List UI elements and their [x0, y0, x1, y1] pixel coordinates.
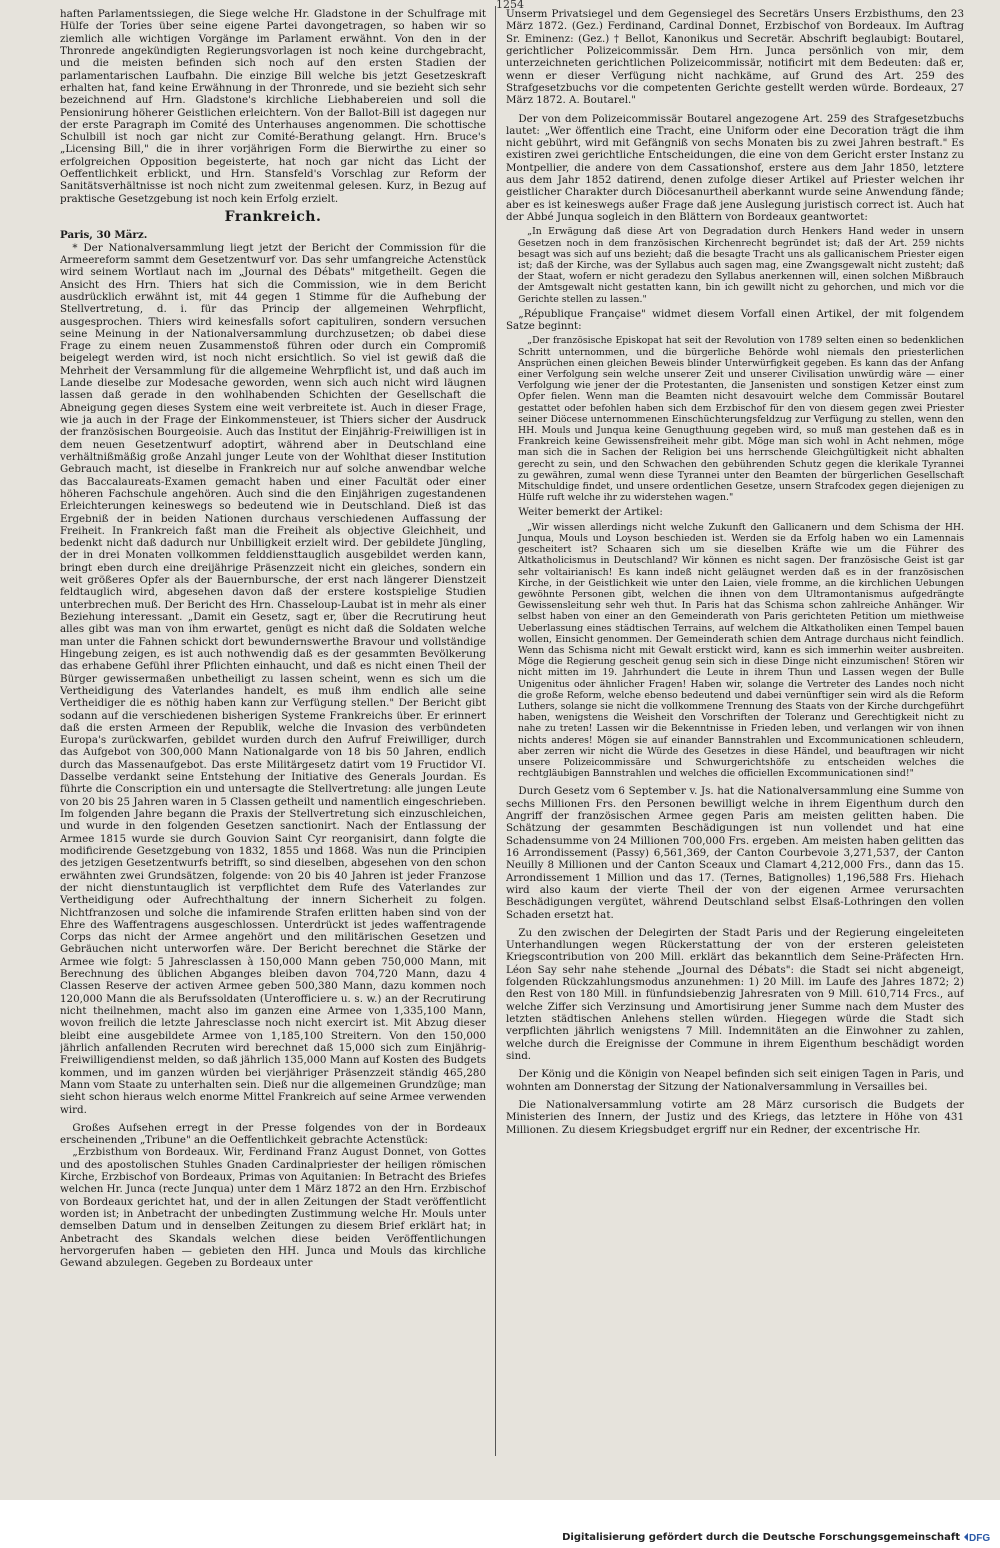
- dateline-paragraph: [60, 229, 486, 241]
- quote-block: „Wir wissen allerdings nicht welche Zukunft den Gallicanern und dem Schisma der HH. Junqua, Mouls und Loyson beschieden ist. Werden sie da Erfolg haben wo ein Lamennais gescheitert ist? Schaaren sich um sie dieselben Kräfte wie um die Führer des Altkatholicismus in Deutschland? Wir können es nicht sagen. Der französische Geist ist gar sehr voltairianisch! Es kann indeß nicht geläugnet werden daß es in der französischen Kirche, in der Geistlichkeit wie unter den Laien, viele fromme, an die kirchlichen Uebungen gewöhnte Personen gibt, welchen die ihnen von dem Ultramontanismus aufgedrängte Gewissensleitung sehr weh thut. In Paris hat das Schisma schon zahlreiche Anhänger. Wir selbst haben von einer an den Gemeinderath von Paris gerichteten Petition um miethweise Ueberlassung eines städtischen Terrains, auf welchem die Altkatholiken einen Tempel bauen wollen, Einsicht genommen. Der Gemeinderath schien dem Antrage durchaus nicht feindlich. Wenn das Schisma nicht mit Gewalt erstickt wird, kann es sich immerhin weiter ausbreiten. Möge die Regierung gescheit genug sein sich in diese Dinge nicht einzumischen! Stören wir nicht mitten im 19. Jahrhundert die Leute in ihrem Thun und Lassen wegen der Bulle Unigenitus oder ähnlicher Fragen! Haben wir, solange die Vertreter des Landes noch nicht die große Reform, welche ebenso bedeutend und dabei vernünftiger sein wird als die Reform Luthers, solange sie nicht die vollkommene Trennung des Staats von der Kirche durchgeführt haben, wenigstens die Weisheit den Vorschriften der Toleranz und Gerechtigkeit nicht zu nahe zu treten! Lassen wir die Bekenntnisse in Frieden leben, und verlangen wir von ihnen nichts anderes! Mögen sie auf einander Bannstrahlen und Excommunicationen schleudern, aber zerren wir nicht die Würde des Gesetzes in diese Händel, und beauftragen wir nicht unsere Polizeicommissäre und Schwurgerichtshöfe zu entscheiden welches die rechtgläubigen Bannstrahlen und welches die officiellen Excommunicationen sind!": [518, 521, 964, 780]
- section-heading: Frankreich.: [224, 209, 322, 225]
- article-paragraph: * Der Nationalversammlung liegt jetzt der Bericht der Commission für die Armeereform sammt dem Gesetzentwurf vor. Das sehr umfangreiche Actenstück wird seinem Wortlaut nach im „Journal des Débats" mitgetheilt. Gegen die Ansicht des Hrn. Thiers hat sich die Commission, wie in dem Bericht ausdrücklich erwähnt ist, mit 44 gegen 1 Stimme für die Aufhebung der Stellvertretung, d. i. für das Princip der allgemeinen Wehrpflicht, ausgesprochen. Thiers wird keinesfalls sofort capituliren, sondern versuchen seine Meinung in der Nationalversammlung durchzusetzen; ob dabei diese Frage zu einem neuen Zusammenstoß führen oder durch ein Compromiß beigelegt werden wird, ist noch nicht ersichtlich. So viel ist gewiß daß die Mehrheit der Versammlung für die allgemeine Wehrpflicht ist, und daß auch im Lande dieselbe zur Modesache geworden, wenn sich auch nicht wird läugnen lassen daß gerade in den wohlhabenden Schichten der Gesellschaft die Abneigung gegen dieses System eine weit verbreitete ist. Auch in dieser Frage, wie ja auch in der Frage der Einkommensteuer, ist Thiers sicher der Ausdruck der französischen Bourgeoisie. Auch das Institut der Einjährig-Freiwilligen ist in dem neuen Gesetzentwurf adoptirt, während aber in Deutschland eine verhältnißmäßig große Anzahl junger Leute von der Wohlthat dieser Institution Gebrauch macht, ist dieselbe in Frankreich nur auf solche anwendbar welche das Baccalaureats-Examen gemacht haben und einer Facultät oder einer höheren Fachschule angehören. Auch sind die den Einjährigen zugestandenen Erleichterungen keineswegs so bedeutend wie in Deutschland. Dieß ist das Ergebniß der in beiden Nationen durchaus verschiedenen Auffassung der Freiheit. In Frankreich faßt man die Freiheit als objective Gleichheit, und bedenkt nicht daß dadurch nur Unbilligkeit erzielt wird. Der gebildete Jüngling, der in drei Monaten vollkommen felddiensttauglich ausgebildet werden kann, bringt eben durch eine dreijährige Präsenzzeit nicht ein gleiches, sondern ein weit größeres Opfer als der Bauernbursche, der erst nach längerer Dienstzeit feldtauglich wird, abgesehen davon daß der erstere kostspielige Studien unterbrechen muß. Der Bericht des Hrn. Chasseloup-Laubat ist in mehr als einer Beziehung interessant. „Damit ein Gesetz, sagt er, über die Recrutirung heut alles gibt was man von ihm erwartet, genügt es nicht daß die Soldaten welche man unter die Fahnen schickt dort bewundernswerthe Bravour und vollständige Hingebung zeigen, es ist auch nothwendig daß es der gesammten Bevölkerung das erhabene Gefühl ihrer Pflichten einhaucht, und daß es nicht einen Theil der Bürger gewissermaßen unbetheiligt zu lassen scheint, wenn es sich um die Vertheidigung des Vaterlandes handelt, es muß ihm endlich alle seine Vertheidiger die es nöthig haben kann zur Verfügung stellen." Der Bericht gibt sodann auf die verschiedenen bisherigen Systeme Frankreichs über. Er erinnert daß die ersten Armeen der Republik, welche die Invasion des verbündeten Europa's zurückwarfen, gebildet wurden durch den Aufruf Freiwilliger, durch das Aufgebot von 300,000 Mann Nationalgarde von 18 bis 50 Jahren, endlich durch das Massenaufgebot. Das erste Militärgesetz datirt vom 19 Fructidor VI. Dasselbe verdankt seine Entstehung der Initiative des Generals Jourdan. Es führte die Conscription ein und untersagte die Stellvertretung: alle jungen Leute von 20 bis 25 Jahren waren in 5 Classen getheilt und namentlich eingeschrieben. Im folgenden Jahre begann die Praxis der Stellvertretung sich einzuschleichen, und wurde in den folgenden Gesetzen sanctionirt. Nach der Entlassung der Armee 1815 wurde sie durch Gouvion Saint Cyr reorganisirt, dann folgte die modificirende Gesetzgebung von 1832, 1855 und 1868. Was nun die Principien des jetzigen Gesetzentwurfs betrifft, so sind dieselben, abgesehen von den schon erwähnten zwei Grundsätzen, folgende: von 20 bis 40 Jahren ist jeder Franzose der nicht dienstuntauglich ist verpflichtet dem Rufe des Vaterlandes zur Vertheidigung oder Aufrechthaltung der innern Sicherheit zu folgen. Nichtfranzosen und solche die infamirende Strafen erlitten haben sind von der Ehre des Waffentragens ausgeschlossen. Unterdrückt ist jedes waffentragende Corps das nicht der Armee angehört und den militärischen Gesetzen und Gebräuchen nicht unterworfen wäre. Der Bericht berechnet die Stärke der Armee wie folgt: 5 Jahresclassen à 150,000 Mann geben 750,000 Mann, mit Berechnung des üblichen Abganges bleiben davon 704,720 Mann, dazu 4 Classen Reserve der activen Armee geben 500,380 Mann, dazu kommen noch 120,000 Mann die als Berufssoldaten (Unterofficiere u. s. w.) an der Recrutirung nicht theilnehmen, macht also im ganzen eine Armee von 1,335,100 Mann, wovon freilich die letzte Jahresclasse noch nicht exercirt ist. Mit Abzug dieser bleibt eine ausgebildete Armee von 1,185,100 Streitern. Von den 150,000 jährlich anfallenden Recruten wird berechnet daß 15,000 sich zum Einjährig-Freiwilligendienst melden, so daß jährlich 135,000 Mann auf Kosten des Budgets kommen, und im ganzen würden bei vierjähriger Präsenzzeit ständig 465,280 Mann vom Staate zu unterhalten sein. Dieß nur die allgemeinen Grundzüge; man sieht schon hieraus welch enorme Mittel Frankreich auf seine Armee verwenden wird.: [60, 241, 486, 1116]
- article-paragraph: Durch Gesetz vom 6 September v. Js. hat die Nationalversammlung eine Summe von sechs Millionen Frs. den Personen bewilligt welche in ihrem Eigenthum durch den Angriff der französischen Armee gegen Paris am meisten gelitten haben. Die Schätzung der gesammten Beschädigungen ist nun vollendet und hat eine Schadensumme von 24 Millionen 700,000 Frs. ergeben. Am meisten haben gelitten das 16 Arrondissement (Passy) 6,561,369, der Canton Courbevoie 3,271,537, der Canton Neuilly 8 Millionen und der Canton Sceaux und Clamart 4,212,000 Frs., dann das 15. Arrondissement 1 Million und das 17. (Ternes, Batignolles) 1,196,588 Frs. Hiehach wird also kaum der vierte Theil der von der eigenen Armee verursachten Beschädigungen vergütet, während Deutschland selbst Elsaß-Lothringen den vollen Schaden ersetzt hat.: [506, 785, 964, 921]
- page-number: 1254: [496, 0, 524, 10]
- dfg-logo-icon[interactable]: [964, 1530, 992, 1544]
- right-column: [506, 8, 964, 1460]
- article-paragraph: „République Française" widmet diesem Vorfall einen Artikel, der mit folgendem Satze beginnt:: [506, 307, 964, 333]
- left-column: [60, 8, 486, 1453]
- dfg-logo-text: DFG: [969, 1533, 991, 1544]
- article-paragraph: haften Parlamentssiegen, die Siege welche Hr. Gladstone in der Schulfrage mit Hülfe der Tories über seine eigene Partei davongetragen, so haben wir so ziemlich alle wichtigen Vorgänge im Parlament erwähnt. Von den in der Thronrede angekündigten Regierungsvorlagen ist noch keine durchgebracht, und die meisten befinden sich noch auf den ersten Stadien der parlamentarischen Laufbahn. Die einzige Bill welche bis jetzt Gesetzeskraft erhalten hat, fand keine Erwähnung in der Thronrede, und sie bezieht sich sehr bezeichnend auf Hrn. Gladstone's kirchliche Liebhabereien und soll die Pensionirung höherer Geistlichen erleichtern. Von der Ballot-Bill ist dagegen nur der erste Paragraph im Comité des Unterhauses angenommen. Die schottische Schulbill ist noch gar nicht zur Comité-Berathung gelangt. Hrn. Bruce's „Licensing Bill," die in ihrer vorjährigen Form die Bierwirthe zu einer so erfolgreichen Opposition begeisterte, hat noch gar nicht das Licht der Oeffentlichkeit erblickt, und Hrn. Stansfeld's Vorschlag zur Reform der Sanitätsverhältnisse ist noch nicht zum zweitenmal gelesen. Kurz, in Bezug auf praktische Gesetzgebung ist noch kein Erfolg erzielt.: [60, 8, 486, 205]
- quoted-document: Unserm Privatsiegel und dem Gegensiegel des Secretärs Unsers Erzbisthums, den 23 März 1872. (Gez.) Ferdinand, Cardinal Donnet, Erzbischof von Bordeaux. Im Auftrag Sr. Eminenz: (Gez.) † Bellot, Kanonikus und Secretär. Abschrift beglaubigt: Boutarel, gerichtlicher Polizeicommissär. Dem Hrn. Junca persönlich von mir, dem unterzeichneten gerichtlichen Polizeicommissär, notificirt mit dem Bedeuten: daß er, wenn er dieser Verfügung nicht nachkäme, auf Grund des Art. 259 des Strafgesetzbuchs vor die competenten Gerichte gestellt werden würde. Bordeaux, 27 März 1872. A. Boutarel.": [506, 8, 964, 107]
- article-paragraph: Großes Aufsehen erregt in der Presse folgendes von der in Bordeaux erscheinenden „Tribune" an die Oeffentlichkeit gebrachte Actenstück:: [60, 1121, 486, 1147]
- quoted-document: „Erzbisthum von Bordeaux. Wir, Ferdinand Franz August Donnet, von Gottes und des apostolischen Stuhles Gnaden Cardinalpriester der heiligen römischen Kirche, Erzbischof von Bordeaux, Primas von Aquitanien: In Betracht des Briefes welchen Hr. Junca (recte Junqua) unter dem 1 März 1872 an den Hrn. Erzbischof von Bordeaux gerichtet hat, und der in allen Zeitungen der Stadt veröffentlicht worden ist; in Anbetracht der unbedingten Zustimmung welche Hr. Mouls unter demselben Datum und in denselben Zeitungen zu diesem Brief erklärt hat; in Anbetracht des Skandals welchen diese beiden Veröffentlichungen hervorgerufen haben — gebieten den HH. Junca und Mouls das kirchliche Gewand abzulegen. Gegeben zu Bordeaux unter: [60, 1146, 486, 1270]
- article-paragraph: Die Nationalversammlung votirte am 28 März cursorisch die Budgets der Ministerien des Innern, der Justiz und des Kriegs, das letztere in Höhe von 431 Millionen. Zu diesem Kriegsbudget ergriff nur ein Redner, der excentrische Hr.: [506, 1098, 964, 1136]
- article-paragraph: Der von dem Polizeicommissär Boutarel angezogene Art. 259 des Strafgesetzbuchs lautet: „Wer öffentlich eine Tracht, eine Uniform oder eine Decoration trägt die ihm nicht gebührt, wird mit Gefängniß von sechs Monaten bis zu zwei Jahren bestraft." Es existiren zwei gerichtliche Entscheidungen, die eine von dem Gericht erster Instanz zu Montpellier, die andere von dem Cassationshof, erstere aus dem Jahr 1850, letztere aus dem Jahr 1852 datirend, denen zufolge dieser Artikel auf Priester welchen ihr geistlicher Charakter durch Diöcesanurtheil aberkannt wurde seine Anwendung fände; aber es ist keineswegs außer Frage daß jene Auslegung juristisch correct ist. Auch hat der Abbé Junqua sogleich in den Blättern von Bordeaux geantwortet:: [506, 112, 964, 223]
- dateline: Paris, 30 März.: [60, 229, 148, 242]
- quote-block: „In Erwägung daß diese Art von Degradation durch Henkers Hand weder in unsern Gesetzen noch in dem französischen Kirchenrecht begründet ist; daß der Art. 259 nichts besagt was sich auf uns bezieht; daß die besagte Tracht uns als gallicanischem Priester eigen ist; daß der Kirche, was der Syllabus auch sagen mag, eine Zwangsgewalt nicht zusteht; daß der Staat, wofern er nicht geradezu den Syllabus anerkennen will, einen solchen Mißbrauch der Amtsgewalt nicht gestatten kann, bin ich gewillt nicht zu gehorchen, und mich vor die Gerichte stellen zu lassen.": [518, 226, 964, 305]
- column-divider: [495, 6, 496, 1456]
- article-paragraph: Der König und die Königin von Neapel befinden sich seit einigen Tagen in Paris, und wohnten am Donnerstag der Sitzung der Nationalversammlung in Versailles bei.: [506, 1068, 964, 1093]
- article-paragraph: Weiter bemerkt der Artikel:: [518, 506, 663, 519]
- article-paragraph: Zu den zwischen der Delegirten der Stadt Paris und der Regierung eingeleiteten Unterhandlungen wegen Rückerstattung der von der ersteren geleisteten Kriegscontribution von 200 Mill. erklärt das bekanntlich dem Seine-Präfecten Hrn. Léon Say sehr nahe stehende „Journal des Débats": die Stadt sei nicht abgeneigt, folgenden Rückzahlungsmodus anzunehmen: 1) 20 Mill. im Laufe des Jahres 1872; 2) den Rest von 180 Mill. in fünfundsiebenzig Jahresraten von 9 Mill. 610,714 Frcs., auf welche Ziffer sich Verzinsung und Amortisirung jener Summe nach dem Muster des letzten städtischen Anlehens stellen würden. Hiegegen würde die Stadt sich verpflichten jährlich wenigstens 7 Mill. Indemnitäten an die Einwohner zu zahlen, welche durch die Ereignisse der Commune in ihrem Eigenthum beschädigt worden sind.: [506, 926, 964, 1062]
- digitization-credit: Digitalisierung gefördert durch die Deutsche Forschungsgemeinschaft: [562, 1532, 960, 1543]
- quote-block: „Der französische Episkopat hat seit der Revolution von 1789 selten einen so bedenklichen Schritt unternommen, und die bürgerliche Behörde wohl niemals den priesterlichen Ansprüchen einen gleichen Beweis blinder Unterwürfigkeit gegeben. Es kann das der Anfang einer Verfolgung sein welche unserer Zeit und unserer Civilisation unwürdig wäre — einer Verfolgung wie jener der die Protestanten, die Jansenisten und sonstigen Ketzer einst zum Opfer fielen. Wenn man die Beamten nicht desavouirt welche dem Commissär Boutarel gestattet oder befohlen haben sich dem Erzbischof für den von diesem gegen zwei Priester seiner Diöcese unternommenen Einschüchterungsfeldzug zur Verfügung zu stellen, wenn den HH. Mouls und Junqua keine Genugthuung gegeben wird, so muß man gestehen daß es in Frankreich keine Gewissensfreiheit mehr gibt. Möge man sich wohl in Acht nehmen, möge man sich die in Sachen der Religion bei uns herrschende Gleichgültigkeit nicht abhalten gerecht zu sein, und den Schwachen den gebührenden Schutz gegen die klerikale Tyrannei zu gewähren, zumal wenn diese Tyrannei unter den Beamten der bürgerlichen Gesellschaft Mitschuldige findet, und unsere ordentlichen Gesetze, unsern Strafcodex gegen diejenigen zu Hülfe ruft welche ihr zu widerstehen wagen.": [518, 335, 964, 504]
